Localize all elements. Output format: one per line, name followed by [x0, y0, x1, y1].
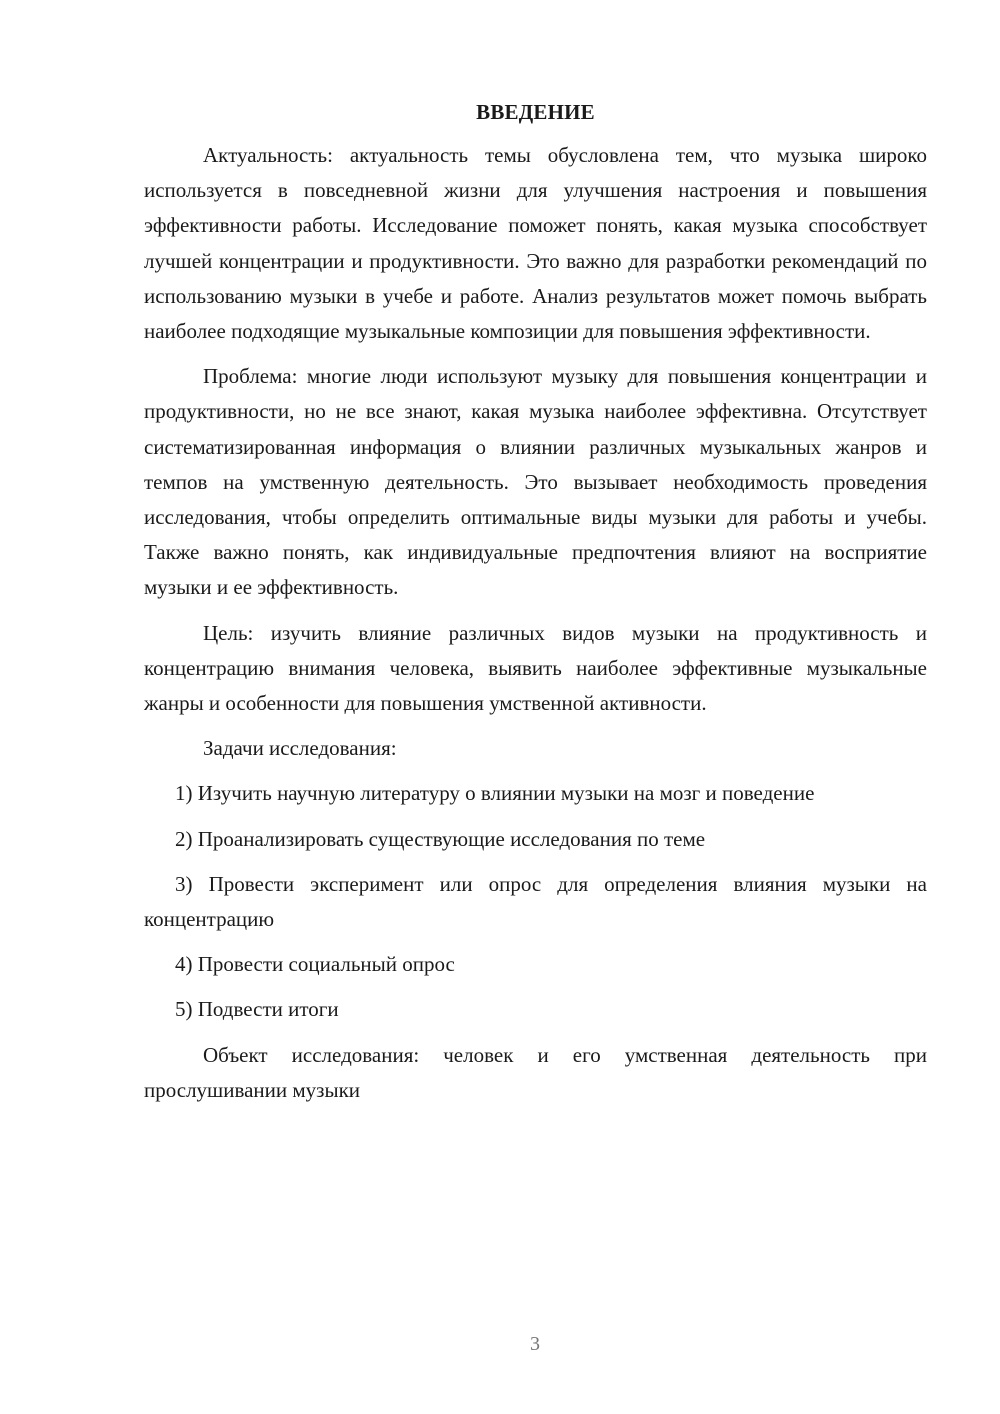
page-number: 3 — [530, 1333, 540, 1355]
section-title: ВВЕДЕНИЕ — [476, 100, 595, 124]
paragraph-goal: Цель: изучить влияние различных видов музыки на продуктивность и концентрацию внимания человека, выявить наиболее эффективные музыкальные жанры и особенности для повышения умственной активности. — [144, 620, 927, 716]
tasks-heading: Задачи исследования: — [203, 736, 397, 761]
task-item-1: 1) Изучить научную литературу о влиянии музыки на мозг и поведение — [175, 781, 815, 806]
task-item-2: 2) Проанализировать существующие исследования по теме — [175, 826, 706, 851]
task-item-3: 3) Провести эксперимент или опрос для определения влияния музыки на концентрацию — [144, 871, 927, 932]
paragraph-relevance: Актуальность: актуальность темы обусловлена тем, что музыка широко используется в повседневной жизни для улучшения настроения и повышения эффективности работы. Исследование поможет понять, какая музыка способствует лучшей концентрации и продуктивности. Это важно для разработки рекомендаций по использованию музыки в учебе и работе. Анализ результатов может помочь выбрать наиболее подходящие музыкальные композиции для повышения эффективности. — [144, 143, 927, 344]
task-item-4: 4) Провести социальный опрос — [175, 952, 455, 977]
paragraph-problem: Проблема: многие люди используют музыку для повышения концентрации и продуктивности, но не все знают, какая музыка наиболее эффективна. Отсутствует систематизированная информация о влиянии различных музыкальных жанров и темпов на умственную деятельность. Это вызывает необходимость проведения исследования, чтобы определить оптимальные виды музыки для работы и учебы. Также важно понять, как индивидуальные предпочтения влияют на восприятие музыки и ее эффективность. — [144, 364, 927, 600]
task-item-5: 5) Подвести итоги — [175, 997, 339, 1022]
page-content — [144, 97, 927, 1118]
paragraph-object: Объект исследования: человек и его умственная деятельность при прослушивании музыки — [144, 1042, 927, 1102]
